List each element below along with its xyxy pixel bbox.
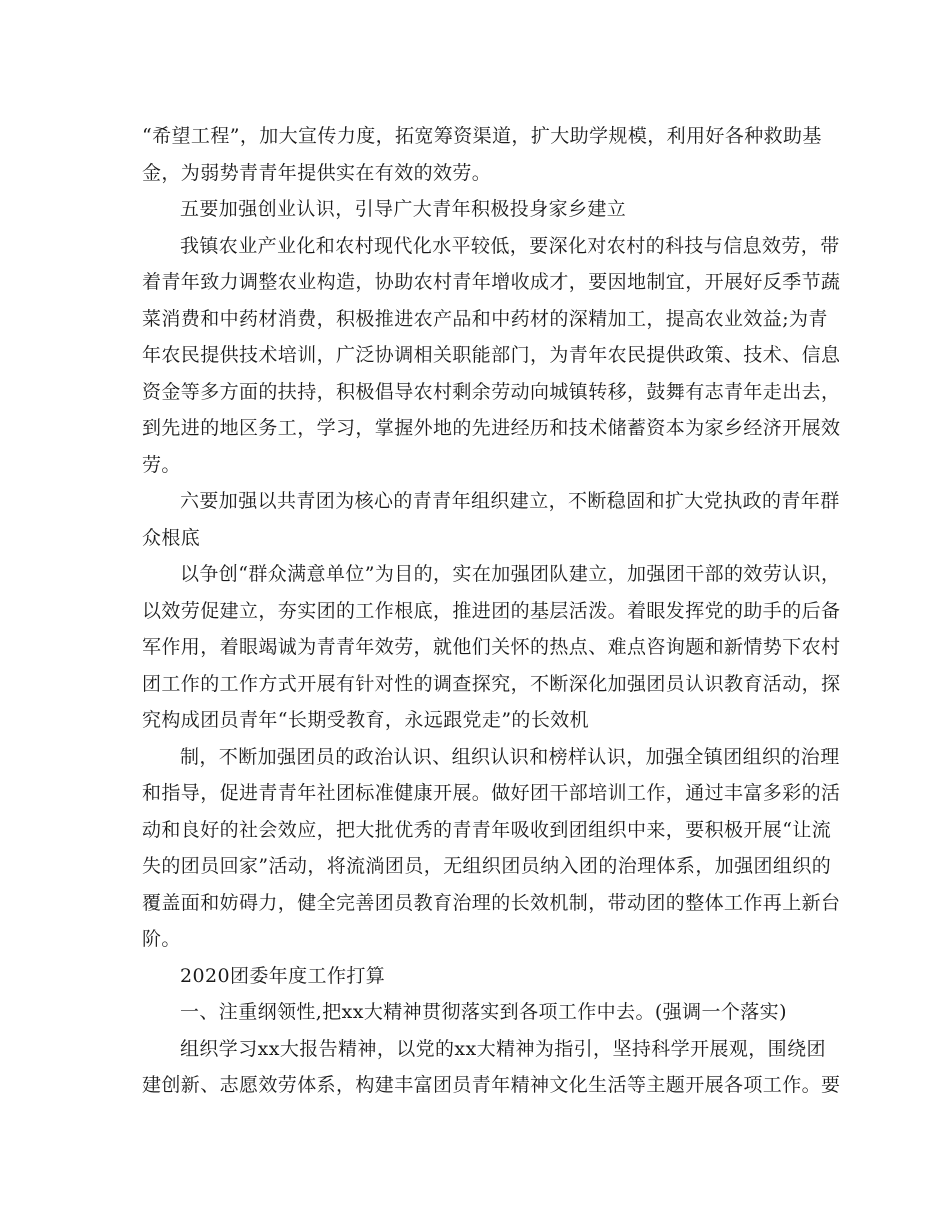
- text-line: 组织学习xx大报告精神，以党的xx大精神为指引，坚持科学开展观，围绕团: [180, 1037, 826, 1060]
- text-line: 到先进的地区务工，学习，掌握外地的先进经历和技术储蓄资本为家乡经济开展效: [142, 417, 841, 439]
- text-line: 军作用，着眼竭诚为青青年效劳，就他们关怀的热点、难点咨询题和新情势下农村: [142, 636, 841, 658]
- text-line: 和指导，促进青青年社团标准健康开展。做好团干部培训工作，通过丰富多彩的活: [142, 782, 841, 804]
- paragraph: [142, 1031, 841, 1104]
- text-line: 着青年致力调整农业构造，协助农村青年增收成才，要因地制宜，开展好反季节蔬: [142, 271, 841, 293]
- text-line: 动和良好的社会效应，把大批优秀的青青年吸收到团组织中来，要积极开展“让流: [142, 818, 832, 841]
- paragraph: [142, 118, 822, 191]
- text-line: “希望工程”，加大宣传力度，拓宽筹资渠道，扩大助学规模，利用好各种救助基: [142, 125, 822, 147]
- text-line: 以争创“群众满意单位”为目的，实在加强团队建立，加强团干部的效劳认识，: [180, 563, 841, 585]
- text-line: 劳。: [142, 453, 181, 476]
- text-line: 金，为弱势青青年提供实在有效的效劳。: [142, 161, 492, 184]
- paragraph: [142, 483, 840, 556]
- text-line: 众根底: [142, 526, 201, 549]
- text-line: 建创新、志愿效劳体系，构建丰富团员青年精神文化生活等主题开展各项工作。要: [142, 1074, 841, 1096]
- paragraph: [142, 739, 841, 958]
- text-line: 菜消费和中药材消费，积极推进农产品和中药材的深精加工，提高农业效益;为青: [142, 307, 828, 330]
- text-line: 阶。: [142, 928, 181, 950]
- text-line: 制，不断加强团员的政治认识、组织认识和榜样认识，加强全镇团组织的治理: [180, 745, 840, 768]
- text-line: 以效劳促建立，夯实团的工作根底，推进团的基层活泼。着眼发挥党的助手的后备: [142, 599, 841, 622]
- text-line: 失的团员回家”活动，将流淌团员，无组织团员纳入团的治理体系，加强团组织的: [142, 855, 832, 877]
- text-line: 年农民提供技术培训，广泛协调相关职能部门，为青年农民提供政策、技术、信息: [142, 344, 841, 366]
- text-line: 团工作的工作方式开展有针对性的调查探究，不断深化加强团员认识教育活动，探: [142, 672, 841, 695]
- text-line: 五要加强创业认识，引导广大青年积极投身家乡建立: [180, 198, 627, 220]
- text-line: 一、注重纲领性,把xx大精神贯彻落实到各项工作中去。(强调一个落实): [180, 1001, 787, 1023]
- paragraph: [142, 994, 812, 1031]
- paragraph: [142, 958, 812, 995]
- paragraph: [142, 191, 812, 228]
- text-line: 我镇农业产业化和农村现代化水平较低，要深化对农村的科技与信息效劳，带: [180, 234, 840, 257]
- document-body: [142, 118, 841, 1104]
- text-line: 六要加强以共青团为核心的青青年组织建立，不断稳固和扩大党执政的青年群: [180, 490, 840, 512]
- text-line: 覆盖面和妨碍力，健全完善团员教育治理的长效机制，带动团的整体工作再上新台: [142, 891, 841, 914]
- paragraph: [142, 556, 841, 739]
- text-line: 究构成团员青年“长期受教育，永远跟党走”的长效机: [142, 709, 590, 731]
- text-line: 2020团委年度工作打算: [180, 964, 386, 987]
- text-line: 资金等多方面的扶持，积极倡导农村剩余劳动向城镇转移，鼓舞有志青年走出去，: [142, 380, 841, 403]
- paragraph: [142, 228, 841, 484]
